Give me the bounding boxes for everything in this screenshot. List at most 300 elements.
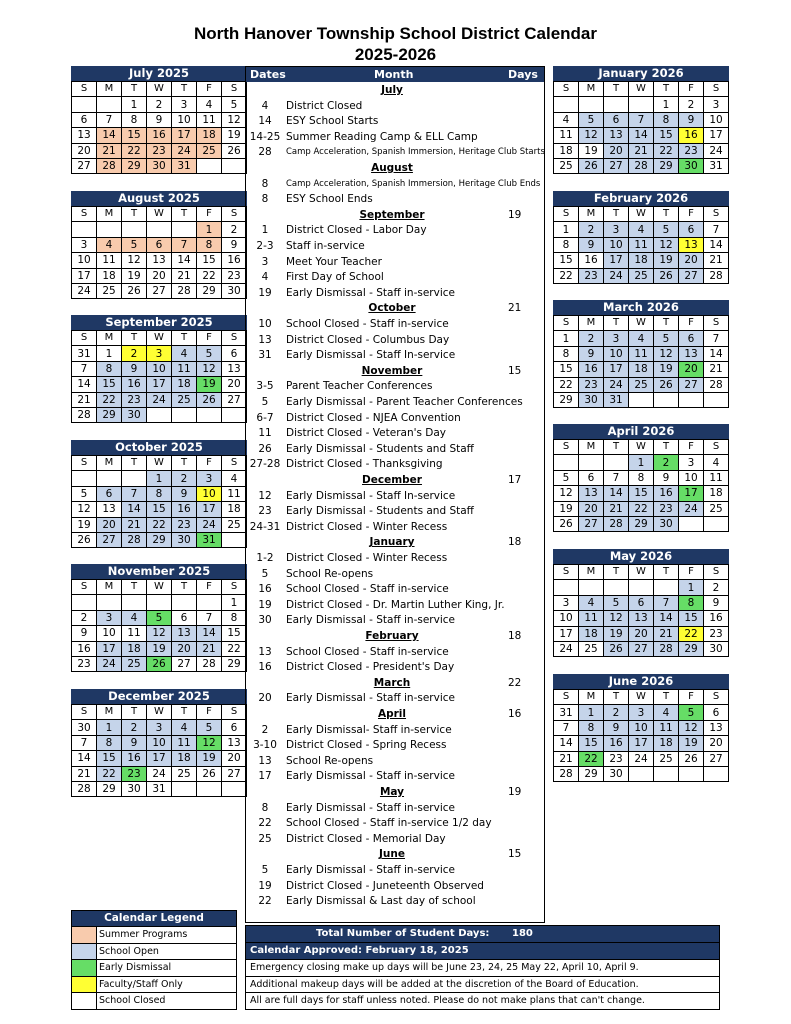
day-cell: 28 [72,407,97,422]
event-name: ESY School Ends [286,193,373,206]
weekday-header: F [197,331,222,346]
weekday-header: M [579,565,604,580]
day-cell: 2 [172,471,197,486]
event-name: Staff in-service [286,240,365,252]
event-row [246,801,544,816]
day-cell [172,407,197,422]
day-cell [629,392,654,407]
day-cell: 27 [172,656,197,671]
day-cell: 16 [222,253,247,268]
day-cell [172,781,197,796]
day-cell: 7 [172,237,197,252]
day-cell: 15 [122,128,147,143]
weekday-header: S [554,82,579,97]
weekday-header: T [122,207,147,222]
day-cell: 9 [122,735,147,750]
weekday-header: S [72,705,97,720]
day-cell [97,471,122,486]
day-cell: 21 [704,362,729,377]
weekday-header: S [222,207,247,222]
day-cell: 10 [604,346,629,361]
day-cell: 5 [579,112,604,127]
day-cell: 5 [654,331,679,346]
day-cell [72,97,97,112]
event-date: 26 [258,442,272,455]
day-cell: 12 [604,611,629,626]
day-cell: 2 [147,97,172,112]
event-date: 2-3 [256,240,274,252]
day-cell: 15 [554,362,579,377]
day-cell: 18 [222,502,247,517]
day-cell: 8 [554,346,579,361]
month-title: October 2025 [71,440,247,455]
event-month-days: 15 [508,364,522,377]
day-cell: 4 [579,595,604,610]
day-cell: 27 [704,751,729,766]
day-cell: 24 [72,283,97,298]
weekday-header: S [704,565,729,580]
event-row [246,270,544,285]
day-cell: 14 [704,346,729,361]
approved-row [246,942,719,959]
day-cell: 31 [147,781,172,796]
events-header [246,67,544,82]
day-cell: 27 [579,516,604,531]
day-cell: 25 [654,751,679,766]
day-cell [122,471,147,486]
event-name: District Closed - Juneteenth Observed [286,879,484,892]
weekday-header: F [197,456,222,471]
day-cell: 7 [72,361,97,376]
day-cell: 29 [629,516,654,531]
day-cell: 10 [604,237,629,252]
day-cell: 25 [629,377,654,392]
day-cell: 28 [197,656,222,671]
day-cell: 19 [222,128,247,143]
day-cell [222,781,247,796]
weekday-header: T [172,456,197,471]
weekday-header: W [629,565,654,580]
day-cell: 27 [222,392,247,407]
day-cell: 11 [172,735,197,750]
day-cell: 1 [629,455,654,470]
event-month-heading [246,785,544,800]
day-cell: 27 [679,268,704,283]
legend-item [72,959,236,976]
day-cell: 13 [679,346,704,361]
event-name: School Re-opens [286,754,374,767]
day-cell: 29 [97,407,122,422]
day-cell: 22 [197,268,222,283]
event-row [246,192,544,207]
day-cell: 24 [704,143,729,158]
day-cell: 3 [172,97,197,112]
day-cell: 29 [679,641,704,656]
day-cell: 30 [222,283,247,298]
day-cell [172,595,197,610]
day-cell: 1 [554,331,579,346]
note-line: All are full days for staff unless noted. Please do not make plans that can't change. [246,992,719,1009]
day-cell: 15 [679,611,704,626]
day-cell: 6 [172,610,197,625]
day-cell: 1 [97,720,122,735]
weekday-header: M [579,440,604,455]
legend-swatch [72,944,97,960]
weekday-header: S [554,440,579,455]
event-date: 16 [258,661,272,674]
day-cell: 20 [222,377,247,392]
day-cell: 18 [629,362,654,377]
event-date: 27-28 [249,458,281,471]
event-row [246,879,544,894]
event-date: 14 [258,115,272,128]
events-list [245,66,545,923]
day-cell: 4 [122,610,147,625]
total-days-label: Total Number of Student Days: [316,928,490,939]
event-month-name: April [377,708,407,720]
weekday-header: F [679,316,704,331]
day-cell: 20 [679,362,704,377]
day-cell: 20 [629,626,654,641]
event-month-heading [246,473,544,488]
day-cell: 3 [704,97,729,112]
event-month-name: September [359,208,425,221]
day-cell: 2 [579,222,604,237]
day-cell [554,97,579,112]
event-row [246,442,544,457]
day-cell: 19 [122,268,147,283]
day-cell: 15 [579,736,604,751]
day-cell: 10 [97,626,122,641]
day-cell: 30 [122,407,147,422]
day-cell: 11 [654,720,679,735]
day-cell: 24 [147,392,172,407]
weekday-header: M [97,580,122,595]
event-month-name: August [371,162,413,174]
day-cell: 22 [679,626,704,641]
day-cell: 15 [97,751,122,766]
day-cell: 24 [629,751,654,766]
weekday-header: T [654,207,679,222]
day-cell: 18 [97,268,122,283]
event-name: ESY School Starts [286,115,379,128]
month-title: March 2026 [553,300,729,315]
day-cell: 11 [629,237,654,252]
weekday-header: M [97,331,122,346]
day-cell [604,97,629,112]
weekday-header: S [222,82,247,97]
month-grid [71,704,247,797]
event-name: School Closed - Staff in-service 1/2 day [286,817,492,830]
day-cell: 3 [147,346,172,361]
weekday-header: W [147,705,172,720]
event-name: School Closed - Staff in-service [286,318,449,330]
day-cell: 10 [147,361,172,376]
event-name: Camp Acceleration, Spanish Immersion, Heritage Club Ends [286,178,541,189]
day-cell: 21 [72,766,97,781]
day-cell: 10 [704,112,729,127]
day-cell: 19 [147,641,172,656]
day-cell: 2 [579,331,604,346]
day-cell: 7 [122,486,147,501]
day-cell: 22 [97,392,122,407]
event-name: Early Dismissal - Staff in-service [286,286,455,299]
day-cell [654,580,679,595]
day-cell: 17 [72,268,97,283]
day-cell: 5 [604,595,629,610]
day-cell: 8 [579,720,604,735]
day-cell: 7 [704,331,729,346]
day-cell: 30 [579,392,604,407]
legend-title: Calendar Legend [72,911,236,926]
approved-text: Calendar Approved: February 18, 2025 [250,945,469,956]
month-grid [553,689,729,782]
month-grid [71,206,247,299]
day-cell [629,97,654,112]
event-row [246,832,544,847]
event-date: 8 [261,193,269,206]
event-month-days: 22 [508,676,522,689]
day-cell: 10 [72,253,97,268]
event-row [246,613,544,628]
event-month-name: May [379,786,405,798]
event-row [246,255,544,270]
event-name: District Closed - Dr. Martin Luther King, Jr. [286,598,505,611]
event-date: 19 [258,286,272,299]
day-cell: 16 [679,128,704,143]
day-cell: 16 [579,362,604,377]
weekday-header: F [197,580,222,595]
day-cell: 27 [222,766,247,781]
day-cell: 11 [222,486,247,501]
weekday-header: T [172,331,197,346]
event-month-days: 17 [508,474,522,486]
day-cell: 5 [679,705,704,720]
day-cell: 27 [97,532,122,547]
weekday-header: W [147,331,172,346]
day-cell: 18 [554,143,579,158]
day-cell: 7 [629,112,654,127]
day-cell: 23 [172,517,197,532]
day-cell: 26 [654,377,679,392]
weekday-header: S [554,565,579,580]
event-name: Meet Your Teacher [286,255,382,268]
event-name: Early Dismissal - Staff in-service [286,770,455,783]
month-grid [71,81,247,174]
event-row [246,520,544,535]
day-cell: 18 [197,128,222,143]
event-row [246,177,544,192]
day-cell: 12 [72,502,97,517]
day-cell: 12 [654,237,679,252]
day-cell: 23 [679,143,704,158]
legend-item [72,976,236,993]
weekday-header: S [72,580,97,595]
day-cell: 15 [629,486,654,501]
day-cell: 12 [197,735,222,750]
day-cell: 16 [147,128,172,143]
weekday-header: S [704,207,729,222]
day-cell [97,97,122,112]
event-name: Early Dismissal - Staff in-service [286,864,455,876]
day-cell: 26 [554,516,579,531]
day-cell: 24 [679,501,704,516]
month-dec [71,689,247,797]
month-feb [553,191,729,284]
event-name: District Closed - Winter Recess [286,520,448,533]
day-cell: 26 [654,268,679,283]
day-cell: 19 [554,501,579,516]
day-cell: 14 [122,502,147,517]
day-cell: 8 [197,237,222,252]
event-month-heading [246,208,544,223]
month-may [553,549,729,657]
event-name: Early Dismissal - Staff In-service [286,489,456,502]
month-title: September 2025 [71,315,247,330]
day-cell: 6 [147,237,172,252]
weekday-header: S [222,456,247,471]
event-month-heading [246,301,544,316]
day-cell: 23 [604,751,629,766]
day-cell: 7 [97,112,122,127]
month-title: July 2025 [71,66,247,81]
day-cell [579,455,604,470]
day-cell: 2 [222,222,247,237]
legend-item [72,943,236,960]
day-cell: 27 [629,641,654,656]
day-cell: 28 [172,283,197,298]
day-cell: 2 [704,580,729,595]
day-cell [147,222,172,237]
day-cell: 8 [222,610,247,625]
weekday-header: F [679,82,704,97]
day-cell: 9 [679,112,704,127]
day-cell: 18 [172,751,197,766]
day-cell: 4 [629,331,654,346]
day-cell: 18 [122,641,147,656]
day-cell: 13 [579,486,604,501]
day-cell: 20 [147,268,172,283]
month-title: August 2025 [71,191,247,206]
event-row [246,223,544,238]
day-cell: 13 [97,502,122,517]
month-title: June 2026 [553,674,729,689]
day-cell: 8 [679,595,704,610]
event-date: 31 [258,349,272,362]
days-heading: Days [508,68,538,81]
day-cell: 27 [72,158,97,173]
weekday-header: W [629,690,654,705]
day-cell: 11 [97,253,122,268]
event-month-days: 21 [508,302,522,315]
day-cell: 26 [679,751,704,766]
day-cell: 21 [704,253,729,268]
weekday-header: T [122,456,147,471]
weekday-header: M [579,82,604,97]
day-cell: 8 [554,237,579,252]
day-cell: 8 [97,361,122,376]
day-cell: 25 [172,766,197,781]
day-cell [704,516,729,531]
day-cell: 28 [554,766,579,781]
legend-swatch [72,927,97,943]
day-cell: 29 [97,781,122,796]
day-cell: 1 [579,705,604,720]
event-name: Early Dismissal - Staff in-service [286,692,455,705]
event-date: 6-7 [256,411,274,424]
day-cell: 19 [579,143,604,158]
event-date: 3-5 [256,380,274,393]
day-cell: 20 [704,736,729,751]
event-name: District Closed - NJEA Convention [286,411,461,424]
event-date: 19 [258,598,272,611]
day-cell: 3 [604,331,629,346]
summary-box [245,925,720,1010]
event-row [246,333,544,348]
day-cell: 4 [172,720,197,735]
weekday-header: S [704,440,729,455]
weekday-header: T [122,580,147,595]
day-cell: 17 [679,486,704,501]
event-name: Early Dismissal - Staff In-service [286,349,456,362]
event-row [246,723,544,738]
day-cell: 8 [654,112,679,127]
month-mar [553,300,729,408]
day-cell: 30 [122,781,147,796]
day-cell [97,222,122,237]
event-date: 10 [258,318,272,330]
day-cell: 30 [604,766,629,781]
day-cell: 18 [172,377,197,392]
event-name: Early Dismissal - Students and Staff [286,442,474,455]
day-cell: 14 [704,237,729,252]
weekday-header: T [172,705,197,720]
total-days-value: 180 [512,928,533,939]
day-cell [197,407,222,422]
weekday-header: S [222,580,247,595]
day-cell [122,595,147,610]
day-cell: 11 [172,361,197,376]
day-cell: 31 [197,532,222,547]
day-cell [679,516,704,531]
event-date: 13 [258,754,272,767]
month-jul [71,66,247,174]
event-row [246,457,544,472]
day-cell: 14 [654,611,679,626]
day-cell: 6 [629,595,654,610]
month-title: December 2025 [71,689,247,704]
event-month-name: January [369,536,415,549]
event-name: Early Dismissal- Staff in-service [286,723,452,736]
day-cell: 17 [604,362,629,377]
event-date: 1 [261,224,269,237]
day-cell: 23 [122,392,147,407]
event-name: Camp Acceleration, Spanish Immersion, Heritage Club Starts [286,147,545,158]
day-cell: 30 [147,158,172,173]
event-date: 8 [261,801,269,814]
weekday-header: M [97,207,122,222]
day-cell: 10 [197,486,222,501]
event-date: 2 [261,723,269,736]
day-cell: 21 [197,641,222,656]
event-date: 5 [261,864,269,876]
day-cell: 24 [97,656,122,671]
month-grid [553,206,729,284]
day-cell: 13 [72,128,97,143]
month-grid [553,81,729,174]
event-month-days: 16 [508,708,522,720]
weekday-header: S [72,456,97,471]
